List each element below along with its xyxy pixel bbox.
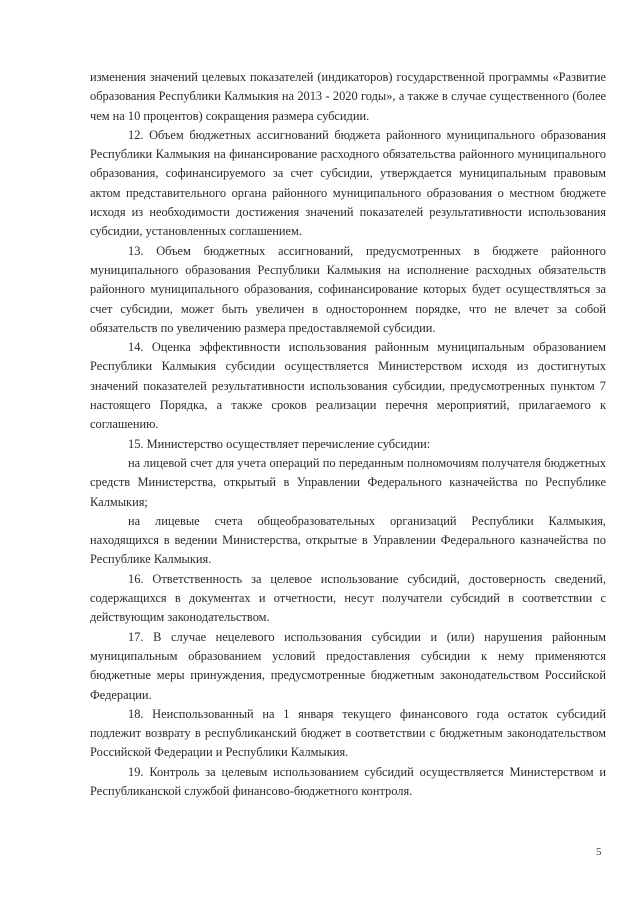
- paragraph-16: 16. Ответственность за целевое использование субсидий, достоверность сведений, содержащихся в документах и отчетности, несут получатели субсидий в соответствии с действующим законодательством.: [90, 571, 606, 625]
- paragraph-18: 18. Неиспользованный на 1 января текущего финансового года остаток субсидий подлежит возврату в республиканский бюджет в соответствии с бюджетным законодательством Российской Федерации и Республики Калмыкия.: [90, 706, 606, 760]
- paragraph-17: 17. В случае нецелевого использования субсидии и (или) нарушения районным муниципальным образованием условий предоставления субсидии к нему применяются бюджетные меры принуждения, предусмотренные бюджетным законодательством Российской Федерации.: [90, 629, 606, 702]
- paragraph-15-item-2: на лицевые счета общеобразовательных организаций Республики Калмыкия, находящихся в ведении Министерства, открытые в Управлении Федерального казначейства по Республике Калмыкия.: [90, 513, 606, 567]
- page-number: 5: [596, 846, 602, 858]
- document-body: [90, 68, 606, 801]
- paragraph-14: 14. Оценка эффективности использования районным муниципальным образованием Республики Калмыкия субсидии осуществляется Министерством исходя из достигнутых значений показателей результативности использования субсидии, предусмотренных пунктом 7 настоящего Порядка, а также сроков реализации перечня мероприятий, прилагаемого к соглашению.: [90, 340, 606, 432]
- paragraph-15-item-1: на лицевой счет для учета операций по переданным полномочиям получателя бюджетных средств Министерства, открытый в Управлении Федерального казначейства по Республике Калмыкия;: [90, 455, 606, 509]
- paragraph-12: 12. Объем бюджетных ассигнований бюджета районного муниципального образования Республики Калмыкия на финансирование расходного обязательства районного муниципального образования, софинансируемого за счет субсидии, утверждается муниципальным правовым актом представительного органа районного муниципального образования о местном бюджете исходя из необходимости достижения значений показателей результативности использования субсидии, установленных соглашением.: [90, 127, 606, 239]
- paragraph-13: 13. Объем бюджетных ассигнований, предусмотренных в бюджете районного муниципального образования Республики Калмыкия на исполнение расходных обязательств районного муниципального образования, софинансирование которых будет осуществляться за счет субсидии, может быть увеличен в одностороннем порядке, что не влечет за собой обязательств по увеличению размера предоставляемой субсидии.: [90, 243, 606, 335]
- paragraph-19: 19. Контроль за целевым использованием субсидий осуществляется Министерством и Республиканской службой финансово-бюджетного контроля.: [90, 764, 606, 798]
- paragraph-15: 15. Министерство осуществляет перечисление субсидии:: [128, 436, 431, 451]
- paragraph-continuation: изменения значений целевых показателей (индикаторов) государственной программы «Развитие образования Республики Калмыкия на 2013 - 2020 годы», а также в случае существенного (более чем на 10 процентов) сокращения размера субсидии.: [90, 70, 606, 123]
